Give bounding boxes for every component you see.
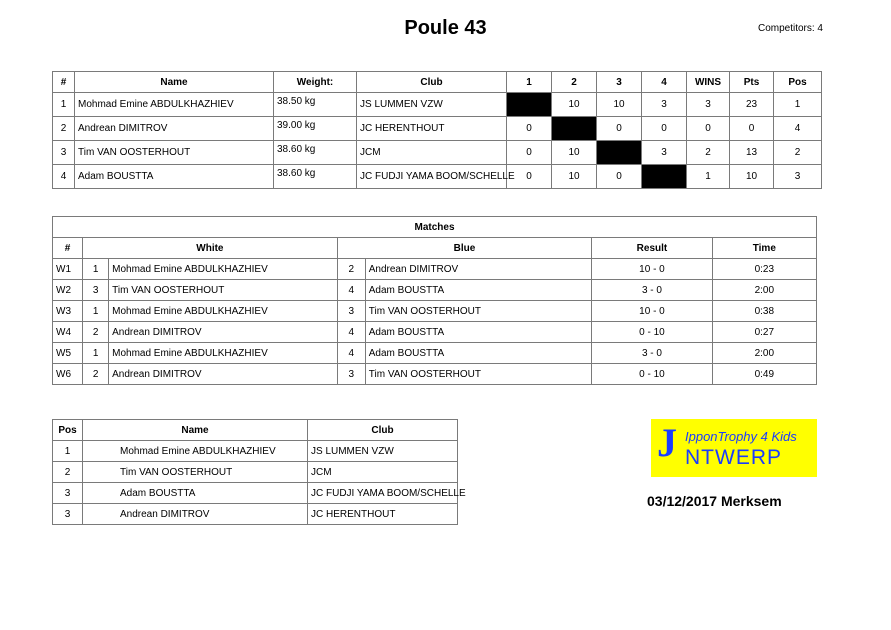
- ranking-pos: 2: [53, 462, 83, 483]
- match-row: [53, 301, 817, 322]
- ranking-name: Tim VAN OOSTERHOUT: [83, 462, 308, 483]
- match-blue-name: Tim VAN OOSTERHOUT: [365, 301, 592, 322]
- pool-header-2: 2: [552, 72, 597, 93]
- pool-score-2: 10: [552, 93, 597, 117]
- pool-pos: 1: [774, 93, 822, 117]
- ranking-row: [53, 462, 458, 483]
- matches-header-blue: Blue: [337, 238, 592, 259]
- pool-name: Mohmad Emine ABDULKHAZHIEV: [75, 93, 274, 117]
- pool-weight: 38.60 kg: [274, 165, 357, 189]
- match-id: W1: [53, 259, 83, 280]
- match-id: W5: [53, 343, 83, 364]
- matches-title-row: [53, 217, 817, 238]
- match-blue-name: Adam BOUSTTA: [365, 280, 592, 301]
- pool-score-1: 0: [507, 165, 552, 189]
- matches-header-result: Result: [592, 238, 712, 259]
- match-row: [53, 364, 817, 385]
- pool-self-cell: [507, 93, 552, 117]
- pool-wins: 2: [687, 141, 730, 165]
- match-id: W4: [53, 322, 83, 343]
- pool-score-1: 0: [507, 117, 552, 141]
- pool-header-num: #: [53, 72, 75, 93]
- pool-num: 3: [53, 141, 75, 165]
- logo-line2: NTWERP: [685, 446, 782, 469]
- ranking-club: JS LUMMEN VZW: [308, 441, 458, 462]
- ranking-club: JC HERENTHOUT: [308, 504, 458, 525]
- pool-score-4: 3: [642, 93, 687, 117]
- pool-wins: 1: [687, 165, 730, 189]
- match-id: W3: [53, 301, 83, 322]
- match-result: 0 - 10: [592, 322, 712, 343]
- pool-score-1: 0: [507, 141, 552, 165]
- pool-club: JC HERENTHOUT: [357, 117, 507, 141]
- pool-header-name: Name: [75, 72, 274, 93]
- match-blue-num: 4: [337, 343, 365, 364]
- pool-pos: 4: [774, 117, 822, 141]
- matches-table: [52, 216, 817, 385]
- ranking-header-row: [53, 420, 458, 441]
- pool-pos: 3: [774, 165, 822, 189]
- matches-header-row: [53, 238, 817, 259]
- ranking-header-club: Club: [308, 420, 458, 441]
- pool-header-club: Club: [357, 72, 507, 93]
- pool-score-2: 10: [552, 165, 597, 189]
- logo-line1: IpponTrophy 4 Kids: [685, 429, 797, 444]
- match-white-num: 1: [83, 343, 109, 364]
- page-title: Poule 43: [404, 17, 487, 39]
- match-white-name: Tim VAN OOSTERHOUT: [109, 280, 338, 301]
- ranking-name: Adam BOUSTTA: [83, 483, 308, 504]
- match-blue-name: Adam BOUSTTA: [365, 343, 592, 364]
- pool-pts: 13: [730, 141, 774, 165]
- pool-pts: 0: [730, 117, 774, 141]
- match-time: 0:27: [712, 322, 816, 343]
- ranking-row: [53, 441, 458, 462]
- ranking-name: Andrean DIMITROV: [83, 504, 308, 525]
- match-white-name: Mohmad Emine ABDULKHAZHIEV: [109, 301, 338, 322]
- pool-header-pos: Pos: [774, 72, 822, 93]
- matches-header-white: White: [83, 238, 338, 259]
- pool-score-3: 0: [597, 117, 642, 141]
- pool-row: [53, 117, 822, 141]
- logo-j-icon: J: [657, 420, 677, 465]
- pool-header-weight: Weight:: [274, 72, 357, 93]
- pool-club: JCM: [357, 141, 507, 165]
- match-row: [53, 322, 817, 343]
- pool-name: Andrean DIMITROV: [75, 117, 274, 141]
- ranking-pos: 1: [53, 441, 83, 462]
- match-blue-num: 3: [337, 301, 365, 322]
- pool-self-cell: [642, 165, 687, 189]
- pool-score-4: 3: [642, 141, 687, 165]
- match-white-name: Andrean DIMITROV: [109, 364, 338, 385]
- match-result: 10 - 0: [592, 301, 712, 322]
- pool-table: [52, 71, 822, 189]
- match-result: 10 - 0: [592, 259, 712, 280]
- pool-score-2: 10: [552, 141, 597, 165]
- pool-row: [53, 93, 822, 117]
- pool-header-pts: Pts: [730, 72, 774, 93]
- pool-header-wins: WINS: [687, 72, 730, 93]
- pool-header-4: 4: [642, 72, 687, 93]
- pool-self-cell: [597, 141, 642, 165]
- match-blue-num: 4: [337, 280, 365, 301]
- match-blue-name: Adam BOUSTTA: [365, 322, 592, 343]
- match-time: 2:00: [712, 280, 816, 301]
- ranking-row: [53, 483, 458, 504]
- match-white-name: Mohmad Emine ABDULKHAZHIEV: [109, 343, 338, 364]
- pool-row: [53, 165, 822, 189]
- pool-club: JS LUMMEN VZW: [357, 93, 507, 117]
- match-white-num: 3: [83, 280, 109, 301]
- matches-header-num: #: [53, 238, 83, 259]
- pool-wins: 0: [687, 117, 730, 141]
- match-white-num: 1: [83, 301, 109, 322]
- match-white-num: 1: [83, 259, 109, 280]
- match-result: 3 - 0: [592, 343, 712, 364]
- matches-header-time: Time: [712, 238, 816, 259]
- pool-wins: 3: [687, 93, 730, 117]
- ranking-table: [52, 419, 466, 525]
- pool-num: 4: [53, 165, 75, 189]
- pool-num: 1: [53, 93, 75, 117]
- pool-name: Adam BOUSTTA: [75, 165, 274, 189]
- match-row: [53, 259, 817, 280]
- match-result: 0 - 10: [592, 364, 712, 385]
- match-row: [53, 280, 817, 301]
- matches-title: Matches: [53, 217, 817, 238]
- pool-club: JC FUDJI YAMA BOOM/SCHELLE: [357, 165, 507, 189]
- match-time: 0:38: [712, 301, 816, 322]
- pool-weight: 38.50 kg: [274, 93, 357, 117]
- event-date-location: 03/12/2017 Merksem: [647, 493, 782, 509]
- match-id: W2: [53, 280, 83, 301]
- pool-pts: 23: [730, 93, 774, 117]
- match-id: W6: [53, 364, 83, 385]
- match-blue-name: Andrean DIMITROV: [365, 259, 592, 280]
- pool-header-3: 3: [597, 72, 642, 93]
- pool-score-4: 0: [642, 117, 687, 141]
- match-result: 3 - 0: [592, 280, 712, 301]
- pool-pts: 10: [730, 165, 774, 189]
- competitors-count: Competitors: 4: [757, 23, 823, 34]
- ranking-club: JCM: [308, 462, 458, 483]
- match-white-name: Andrean DIMITROV: [109, 322, 338, 343]
- match-white-num: 2: [83, 322, 109, 343]
- ranking-pos: 3: [53, 483, 83, 504]
- match-white-name: Mohmad Emine ABDULKHAZHIEV: [109, 259, 338, 280]
- ranking-name: Mohmad Emine ABDULKHAZHIEV: [83, 441, 308, 462]
- match-blue-num: 2: [337, 259, 365, 280]
- pool-score-3: 10: [597, 93, 642, 117]
- ranking-header-pos: Pos: [53, 420, 83, 441]
- ranking-pos: 3: [53, 504, 83, 525]
- pool-self-cell: [552, 117, 597, 141]
- ranking-club: JC FUDJI YAMA BOOM/SCHELLE: [308, 483, 458, 504]
- match-blue-num: 4: [337, 322, 365, 343]
- pool-num: 2: [53, 117, 75, 141]
- ranking-row: [53, 504, 458, 525]
- match-time: 2:00: [712, 343, 816, 364]
- pool-weight: 38.60 kg: [274, 141, 357, 165]
- pool-name: Tim VAN OOSTERHOUT: [75, 141, 274, 165]
- pool-header-1: 1: [507, 72, 552, 93]
- match-blue-name: Tim VAN OOSTERHOUT: [365, 364, 592, 385]
- pool-score-3: 0: [597, 165, 642, 189]
- match-white-num: 2: [83, 364, 109, 385]
- ippon-trophy-logo: [651, 419, 817, 477]
- match-time: 0:49: [712, 364, 816, 385]
- pool-weight: 39.00 kg: [274, 117, 357, 141]
- ranking-header-name: Name: [83, 420, 308, 441]
- pool-pos: 2: [774, 141, 822, 165]
- pool-header-row: [53, 72, 822, 93]
- match-blue-num: 3: [337, 364, 365, 385]
- pool-row: [53, 141, 822, 165]
- match-row: [53, 343, 817, 364]
- match-time: 0:23: [712, 259, 816, 280]
